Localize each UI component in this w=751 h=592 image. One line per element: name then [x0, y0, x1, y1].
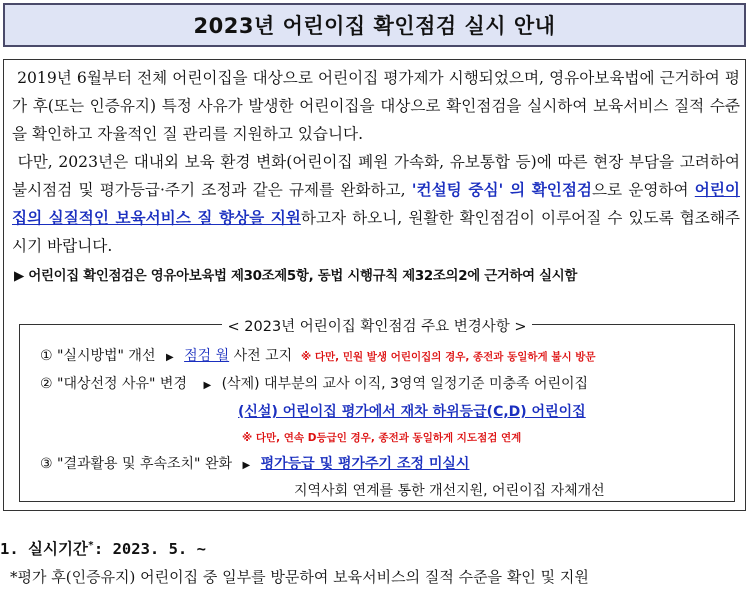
- arrow-icon: ▶: [165, 352, 174, 363]
- section-1-label: 1. 실시기간: [0, 540, 88, 558]
- change-item-result-line2: [294, 480, 605, 500]
- section-1-period: : 2023. 5. ~: [93, 540, 206, 558]
- change-label: ② "대상선정 사유" 변경: [40, 376, 187, 392]
- change-new-text: (신설) 어린이집 평가에서 재차 하위등급(C,D) 어린이집: [238, 404, 586, 420]
- change-deleted-text: (삭제) 대부분의 교사 이직, 3영역 일정기준 미충족 어린이집: [221, 376, 589, 392]
- change-item-target: [40, 373, 588, 393]
- arrow-icon: ▶: [203, 380, 212, 391]
- arrow-icon: ▶: [242, 460, 251, 471]
- section-1-note: *평가 후(인증유지) 어린이집 중 일부를 방문하여 보육서비스의 질적 수준을 확인 및 지원: [10, 568, 589, 586]
- title-banner: [3, 3, 746, 47]
- legal-basis: ▶ 어린이집 확인점검은 영유아보육법 제30조제5항, 동법 시행규칙 제32조의2에 근거하여 실시함: [14, 269, 578, 284]
- consulting-focus-text: '컨설팅 중심' 의 확인점검: [411, 180, 592, 199]
- change-item-target-line2: [238, 401, 586, 421]
- section-1-heading: [0, 537, 206, 559]
- changes-box: [19, 319, 735, 502]
- changes-heading: [20, 315, 734, 336]
- change-item-method: [40, 345, 596, 365]
- page-title: 2023년 어린이집 확인점검 실시 안내: [193, 14, 556, 38]
- quality-support-text: 어린이집의 실질적인 보육서비스 질 향상을 지원: [12, 180, 740, 227]
- intro-paragraph-1: [12, 64, 740, 148]
- change-text: 지역사회 연계를 통한 개선지원, 어린이집 자체개선: [294, 483, 605, 499]
- notice-box: [3, 59, 746, 511]
- intro-text-2c: 으로 운영하여: [591, 181, 689, 199]
- change-highlight: 평가등급 및 평가주기 조정 미실시: [260, 456, 470, 472]
- change-highlight: 점검 월: [184, 348, 230, 364]
- change-label: ③ "결과활용 및 후속조치" 완화: [40, 456, 232, 472]
- change-item-target-note: [242, 429, 521, 445]
- footnote-marker: *: [87, 539, 94, 551]
- changes-heading-text: < 2023년 어린이집 확인점검 주요 변경사항 >: [222, 319, 533, 335]
- change-text: 사전 고지: [229, 348, 293, 364]
- change-note: ※ 다만, 연속 D등급인 경우, 종전과 동일하게 지도점검 연계: [242, 432, 522, 444]
- change-note: ※ 다만, 민원 발생 어린이집의 경우, 종전과 동일하게 불시 방문: [301, 351, 596, 363]
- intro-text-2e: 하고자 하오니, 원활한 확인점검이 이루어질 수 있도록 협조해주시기 바랍니다.: [12, 209, 740, 255]
- intro-text-1: 2019년 6월부터 전체 어린이집을 대상으로 어린이집 평가제가 시행되었으며, 영유아보육법에 근거하여 평가 후(또는 인증유지) 특정 사유가 발생한 어린이집을 대상으로 확인점검을 실시하여 보육서비스 질적 수준을 확인하고 자율적인 질 관리를 지원하고 있습니다.: [12, 69, 740, 143]
- intro-text-2a: 다만, 2023년은 대내외 보육 환경 변화(어린이집 폐원 가속화, 유보통합 등)에 따른 현장 부담을 고려하여 불시점검 및 평가등급·주기 조정과 같은 규제를 완화하고,: [12, 153, 740, 199]
- change-item-result: [40, 453, 469, 473]
- intro-paragraph-2: [12, 148, 740, 260]
- change-label: ① "실시방법" 개선: [40, 348, 156, 364]
